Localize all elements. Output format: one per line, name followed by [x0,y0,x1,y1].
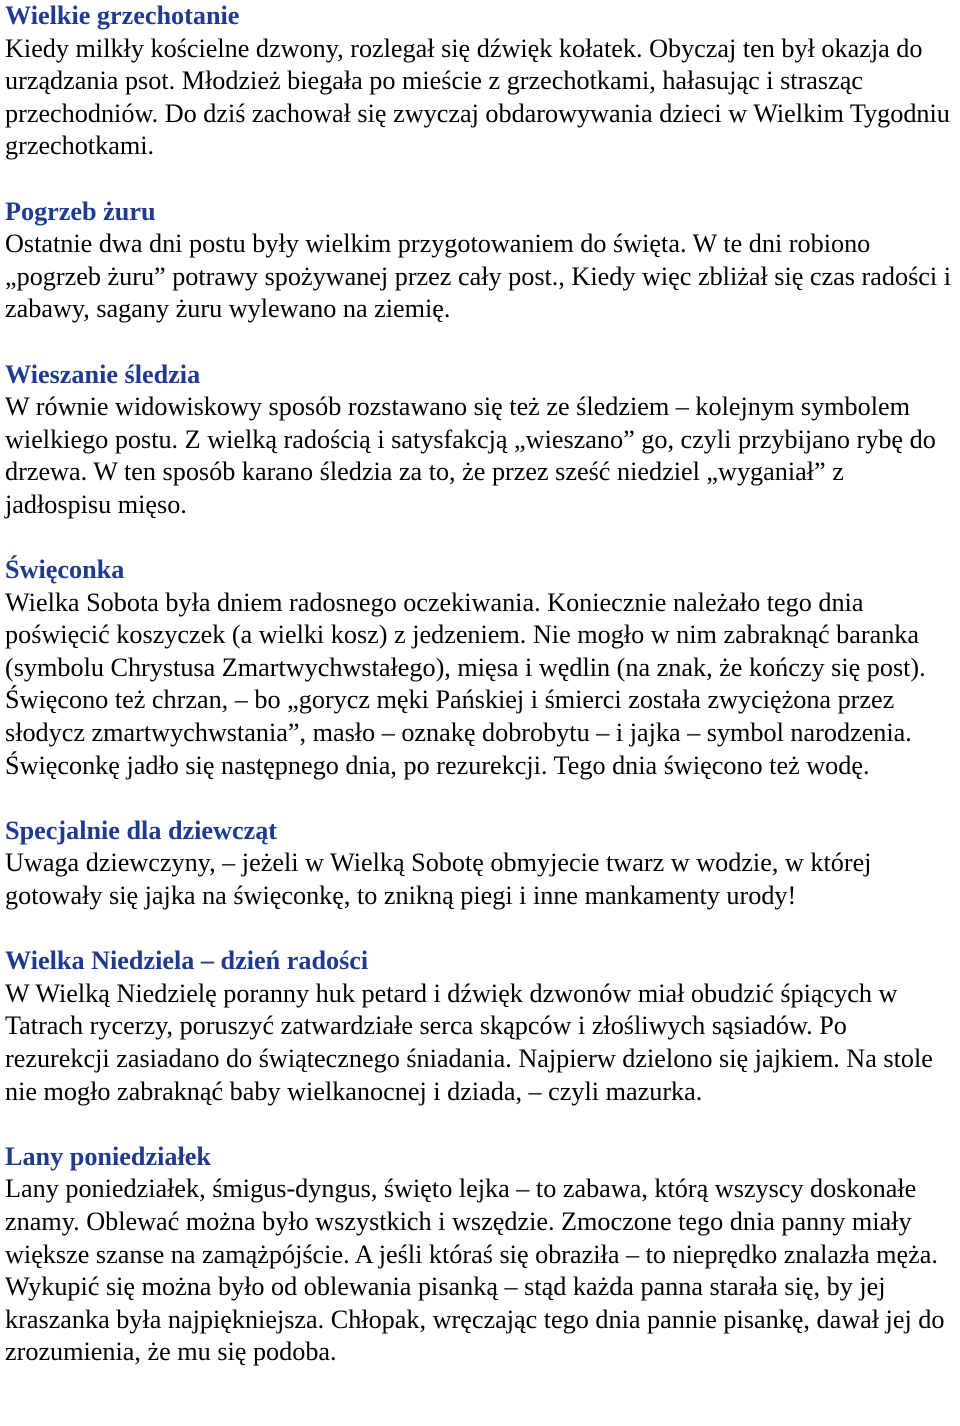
section-body: Wielka Sobota była dniem radosnego oczekiwania. Koniecznie należało tego dnia poświęcić koszyczek (a wielki kosz) z jedzeniem. Nie mogło w nim zabraknąć baranka (symbolu Chrystusa Zmartwychwstałego), mięsa i wędlin (na znak, że kończy się post). Święcono też chrzan, – bo „gorycz męki Pańskiej i śmierci została zwyciężona przez słodycz zmartwychwstania”, masło – oznakę dobrobytu – i jajka – symbol narodzenia. Święconkę jadło się następnego dnia, po rezurekcji. Tego dnia święcono też wodę. [5,587,926,780]
section-wieszanie-sledzia [5,359,954,522]
section-swieconka [5,554,954,782]
section-body: Kiedy milkły kościelne dzwony, rozlegał się dźwięk kołatek. Obyczaj ten był okazja do urządzania psot. Młodzież biegała po mieście z grzechotkami, hałasując i strasząc przechodniów. Do dziś zachował się zwyczaj obdarowywania dzieci w Wielkim Tygodniu grzechotkami. [5,33,950,161]
section-heading: Święconka [5,555,125,585]
section-wielka-niedziela [5,945,954,1108]
section-lany-poniedzialek [5,1141,954,1369]
section-heading: Specjalnie dla dziewcząt [5,815,278,845]
section-heading: Wielka Niedziela – dzień radości [5,946,369,976]
section-body: Uwaga dziewczyny, – jeżeli w Wielką Sobotę obmyjecie twarz w wodzie, w której gotowały się jajka na święconkę, to znikną piegi i inne mankamenty urody! [5,848,872,911]
section-heading: Lany poniedziałek [5,1141,211,1171]
section-body: Lany poniedziałek, śmigus-dyngus, święto lejka – to zabawa, którą wszyscy doskonałe znamy. Oblewać można było wszystkich i wszędzie. Zmoczone tego dnia panny miały większe szanse na zamążpójście. A jeśli któraś się obraziła – to nieprędko znalazła męża. Wykupić się można było od oblewania pisanką – stąd każda panna starała się, by jej kraszanka była najpiękniejsza. Chłopak, wręczając tego dnia pannie pisankę, dawał jej do zrozumienia, że mu się podoba. [5,1174,945,1367]
section-pogrzeb-zuru [5,196,954,326]
section-body: W równie widowiskowy sposób rozstawano się też ze śledziem – kolejnym symbolem wielkiego postu. Z wielką radością i satysfakcją „wieszano” go, czyli przybijano rybę do drzewa. W ten sposób karano śledzia za to, że przez sześć niedziel „wyganiał” z jadłospisu mięso. [5,392,936,519]
section-heading: Pogrzeb żuru [5,196,156,226]
section-heading: Wieszanie śledzia [5,359,201,389]
section-body: Ostatnie dwa dni postu były wielkim przygotowaniem do święta. W te dni robiono „pogrzeb żuru” potrawy spożywanej przez cały post., Kiedy więc zbliżał się czas radości i zabawy, sagany żuru wylewano na ziemię. [5,229,951,324]
section-specjalnie-dla-dziewczat [5,815,954,913]
section-wielkie-grzechotanie [5,0,954,163]
section-heading: Wielkie grzechotanie [5,1,240,30]
section-body: W Wielką Niedzielę poranny huk petard i dźwięk dzwonów miał obudzić śpiących w Tatrach rycerzy, poruszyć zatwardziałe serca skąpców i złośliwych sąsiadów. Po rezurekcji zasiadano do świątecznego śniadania. Najpierw dzielono się jajkiem. Na stole nie mogło zabraknąć baby wielkanocnej i dziada, – czyli mazurka. [5,978,933,1106]
